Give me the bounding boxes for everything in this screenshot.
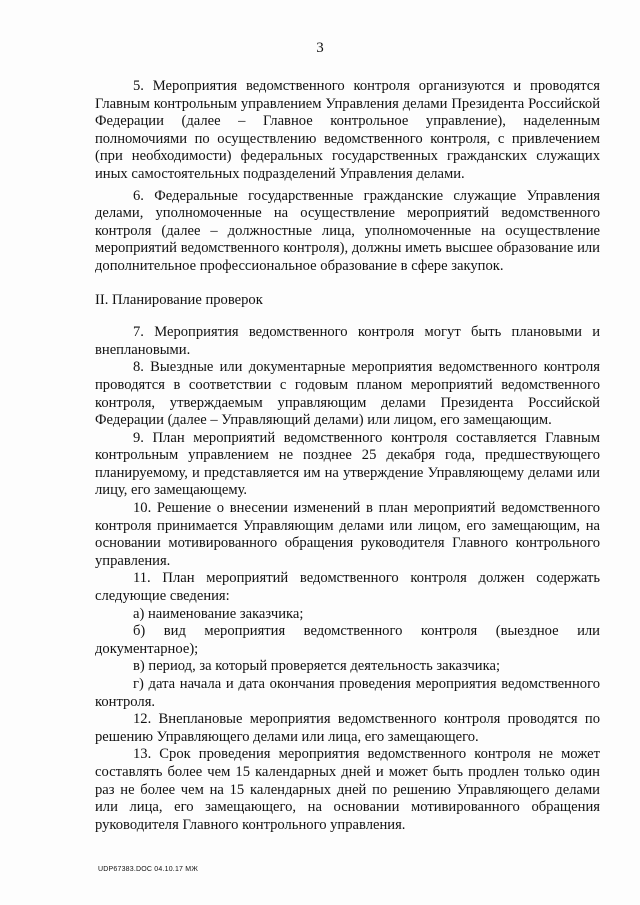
paragraph-7: 7. Мероприятия ведомственного контроля могут быть плановыми и внеплановыми. (95, 324, 600, 358)
page-number: 3 (316, 40, 324, 56)
paragraph-10: 10. Решение о внесении изменений в план мероприятий ведомственного контроля принимается Управляющим делами или лицом, его замещающим, на основании мотивированного обращения руководителя Главного контрольного управления. (95, 500, 600, 569)
footer-file-code: UDP67383.DOC 04.10.17 MЖ (98, 866, 198, 873)
paragraph-13: 13. Срок проведения мероприятия ведомственного контроля не может составлять более чем 15 календарных дней и может быть продлен только один раз не более чем на 15 календарных дней по решению Управляющего делами или лица, его замещающего, на основании мотивированного обращения руководителя Главного контрольного управления. (95, 746, 600, 833)
paragraph-6: 6. Федеральные государственные гражданские служащие Управления делами, уполномоченные на осуществление мероприятий ведомственного контроля (далее – должностные лица, уполномоченные на осуществление мероприятий ведомственного контроля), должны иметь высшее образование или дополнительное профессиональное образование в сфере закупок. (95, 187, 600, 274)
paragraph-11: 11. План мероприятий ведомственного контроля должен содержать следующие сведения: (95, 570, 600, 605)
section-heading: II. Планирование проверок (95, 291, 263, 308)
paragraph-5: 5. Мероприятия ведомственного контроля организуются и проводятся Главным контрольным управлением Управления делами Президента Российской Федерации (далее – Главное контрольное управление), наделенным полномочиями по осуществлению ведомственного контроля, с привлечением (при необходимости) федеральных государственных гражданских служащих иных самостоятельных подразделений Управления делами. (95, 78, 600, 182)
list-item-b: б) вид мероприятия ведомственного контроля (выездное или документарное); (95, 623, 600, 657)
paragraph-8: 8. Выездные или документарные мероприятия ведомственного контроля проводятся в соответствии с годовым планом мероприятий ведомственного контроля, утверждаемым управляющим делами Президента Российской Федерации (далее – Управляющий делами) или лицом, его замещающим. (95, 359, 600, 429)
list-item-g: г) дата начала и дата окончания проведения мероприятия ведомственного контроля. (95, 676, 600, 710)
list-item-a: а) наименование заказчика; (133, 605, 304, 622)
paragraph-12: 12. Внеплановые мероприятия ведомственного контроля проводятся по решению Управляющего делами или лица, его замещающего. (95, 711, 600, 745)
list-item-v: в) период, за который проверяется деятельность заказчика; (133, 658, 500, 675)
document-body (95, 78, 600, 834)
paragraph-9: 9. План мероприятий ведомственного контроля составляется Главным контрольным управлением не позднее 25 декабря года, предшествующего планируемому, и представляется им на утверждение Управляющему делами или лицу, его замещающему. (95, 429, 600, 499)
